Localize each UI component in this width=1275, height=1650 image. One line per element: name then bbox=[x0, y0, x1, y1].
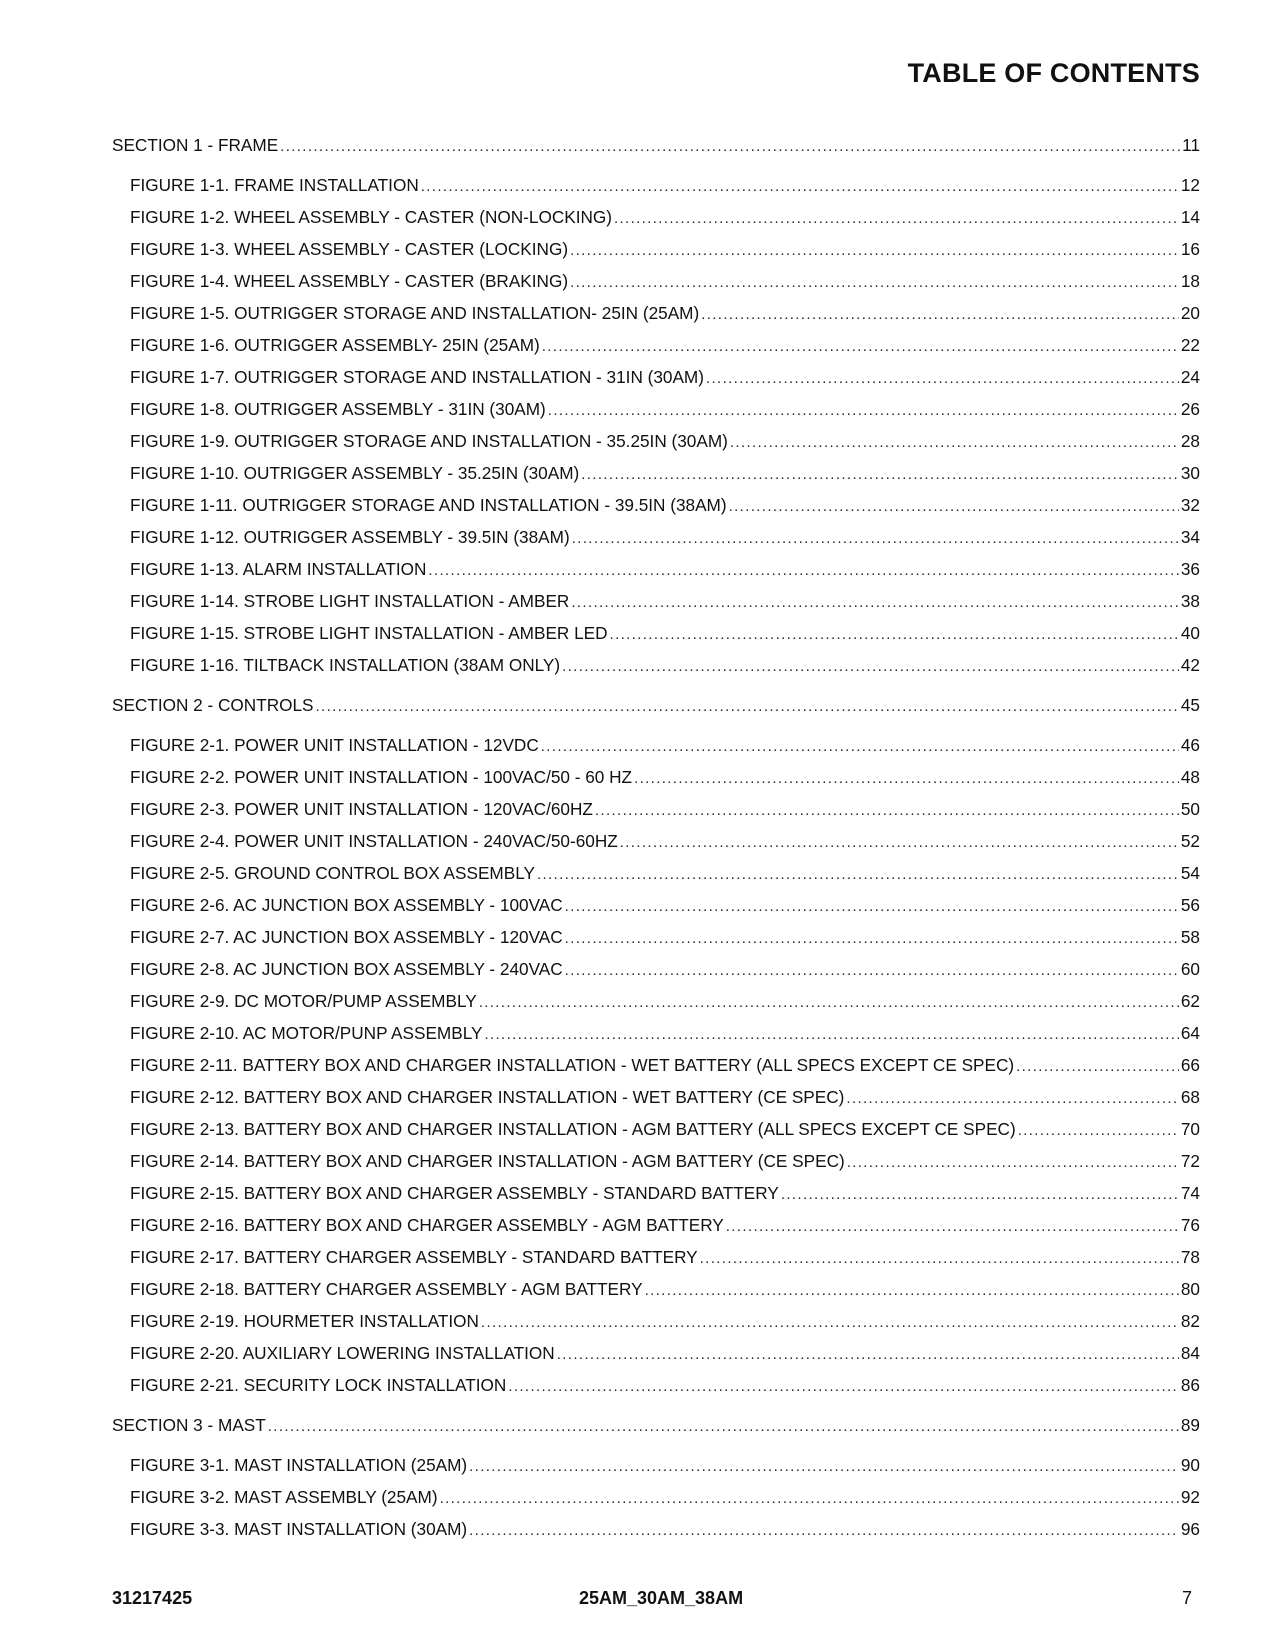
dot-leader bbox=[562, 655, 1179, 677]
dot-leader bbox=[541, 735, 1179, 757]
toc-figure-entry[interactable] bbox=[112, 1337, 1200, 1369]
model-names: 25AM_30AM_38AM bbox=[579, 1588, 744, 1608]
dot-leader bbox=[548, 399, 1179, 421]
toc-entry-page: 80 bbox=[1180, 1279, 1200, 1299]
dot-leader bbox=[620, 831, 1179, 853]
toc-entry-page: 45 bbox=[1180, 695, 1200, 715]
dot-leader bbox=[479, 991, 1179, 1013]
toc-figure-entry[interactable] bbox=[112, 889, 1200, 921]
toc-entry-label: FIGURE 1-3. WHEEL ASSEMBLY - CASTER (LOCKING) bbox=[130, 239, 569, 259]
toc-figure-entry[interactable] bbox=[112, 457, 1200, 489]
dot-leader bbox=[421, 175, 1179, 197]
toc-entry-label: FIGURE 2-20. AUXILIARY LOWERING INSTALLATION bbox=[130, 1343, 555, 1363]
dot-leader bbox=[565, 927, 1179, 949]
toc-figure-entry[interactable] bbox=[112, 489, 1200, 521]
toc-figure-entry[interactable] bbox=[112, 953, 1200, 985]
toc-figure-entry[interactable] bbox=[112, 985, 1200, 1017]
toc-entry-label: FIGURE 2-9. DC MOTOR/PUMP ASSEMBLY bbox=[130, 991, 477, 1011]
dot-leader bbox=[428, 559, 1178, 581]
dot-leader bbox=[610, 623, 1179, 645]
dot-leader bbox=[565, 959, 1179, 981]
toc-figure-entry[interactable] bbox=[112, 1513, 1200, 1545]
dot-leader bbox=[730, 431, 1179, 453]
toc-figure-entry[interactable] bbox=[112, 857, 1200, 889]
dot-leader bbox=[542, 335, 1179, 357]
toc-entry-label: FIGURE 3-3. MAST INSTALLATION (30AM) bbox=[130, 1519, 468, 1539]
toc-entry-page: 12 bbox=[1180, 175, 1200, 195]
toc-figure-entry[interactable] bbox=[112, 1481, 1200, 1513]
toc-figure-entry[interactable] bbox=[112, 617, 1200, 649]
toc-entry-page: 30 bbox=[1180, 463, 1200, 483]
toc-figure-entry[interactable] bbox=[112, 1017, 1200, 1049]
toc-entry-page: 72 bbox=[1180, 1151, 1200, 1171]
toc-entry-label: FIGURE 1-1. FRAME INSTALLATION bbox=[130, 175, 419, 195]
toc-entry-label: SECTION 2 - CONTROLS bbox=[112, 695, 314, 715]
toc-entry-page: 20 bbox=[1180, 303, 1200, 323]
toc-figure-entry[interactable] bbox=[112, 649, 1200, 681]
dot-leader bbox=[701, 303, 1179, 325]
toc-entry-page: 70 bbox=[1180, 1119, 1200, 1139]
toc-entry-page: 24 bbox=[1180, 367, 1200, 387]
dot-leader bbox=[595, 799, 1179, 821]
toc-figure-entry[interactable] bbox=[112, 1369, 1200, 1401]
toc-section-entry[interactable] bbox=[112, 1409, 1200, 1441]
toc-figure-entry[interactable] bbox=[112, 361, 1200, 393]
toc-entry-label: FIGURE 2-18. BATTERY CHARGER ASSEMBLY - AGM BATTERY bbox=[130, 1279, 643, 1299]
toc-entry-label: FIGURE 1-5. OUTRIGGER STORAGE AND INSTALLATION- 25IN (25AM) bbox=[130, 303, 700, 323]
toc-entry-page: 58 bbox=[1180, 927, 1200, 947]
dot-leader bbox=[846, 1087, 1178, 1109]
toc-entry-label: FIGURE 2-15. BATTERY BOX AND CHARGER ASSEMBLY - STANDARD BATTERY bbox=[130, 1183, 779, 1203]
dot-leader bbox=[484, 1023, 1178, 1045]
dot-leader bbox=[581, 463, 1179, 485]
toc-entry-label: FIGURE 2-13. BATTERY BOX AND CHARGER INSTALLATION - AGM BATTERY (ALL SPECS EXCEPT CE SPEC) bbox=[130, 1119, 1016, 1139]
toc-entry-label: FIGURE 3-2. MAST ASSEMBLY (25AM) bbox=[130, 1487, 438, 1507]
toc-figure-entry[interactable] bbox=[112, 1449, 1200, 1481]
document-number: 31217425 bbox=[112, 1588, 193, 1608]
dot-leader bbox=[268, 1415, 1179, 1437]
toc-entry-label: FIGURE 1-11. OUTRIGGER STORAGE AND INSTALLATION - 39.5IN (38AM) bbox=[130, 495, 727, 515]
toc-entry-page: 68 bbox=[1180, 1087, 1200, 1107]
toc-figure-entry[interactable] bbox=[112, 1049, 1200, 1081]
dot-leader bbox=[634, 767, 1179, 789]
toc-entry-page: 52 bbox=[1180, 831, 1200, 851]
toc-entry-label: FIGURE 2-14. BATTERY BOX AND CHARGER INSTALLATION - AGM BATTERY (CE SPEC) bbox=[130, 1151, 845, 1171]
toc-entry-label: FIGURE 2-6. AC JUNCTION BOX ASSEMBLY - 100VAC bbox=[130, 895, 563, 915]
toc-entry-label: FIGURE 1-6. OUTRIGGER ASSEMBLY- 25IN (25AM) bbox=[130, 335, 540, 355]
toc-entry-label: FIGURE 1-10. OUTRIGGER ASSEMBLY - 35.25IN (30AM) bbox=[130, 463, 580, 483]
toc-entry-page: 92 bbox=[1180, 1487, 1200, 1507]
toc-figure-entry[interactable] bbox=[112, 1145, 1200, 1177]
toc-entry-page: 86 bbox=[1180, 1375, 1200, 1395]
toc-figure-entry[interactable] bbox=[112, 329, 1200, 361]
toc-entry-page: 48 bbox=[1180, 767, 1200, 787]
dot-leader bbox=[557, 1343, 1179, 1365]
toc-entry-label: FIGURE 2-12. BATTERY BOX AND CHARGER INSTALLATION - WET BATTERY (CE SPEC) bbox=[130, 1087, 845, 1107]
toc-entry-label: FIGURE 1-15. STROBE LIGHT INSTALLATION - AMBER LED bbox=[130, 623, 608, 643]
toc-entry-label: FIGURE 1-2. WHEEL ASSEMBLY - CASTER (NON-LOCKING) bbox=[130, 207, 612, 227]
toc-entry-page: 62 bbox=[1180, 991, 1200, 1011]
toc-entry-label: FIGURE 1-16. TILTBACK INSTALLATION (38AM ONLY) bbox=[130, 655, 561, 675]
toc-figure-entry[interactable] bbox=[112, 201, 1200, 233]
dot-leader bbox=[645, 1279, 1179, 1301]
dot-leader bbox=[537, 863, 1179, 885]
toc-entry-page: 26 bbox=[1180, 399, 1200, 419]
toc-entry-page: 14 bbox=[1180, 207, 1200, 227]
dot-leader bbox=[1016, 1055, 1179, 1077]
dot-leader bbox=[481, 1311, 1179, 1333]
dot-leader bbox=[570, 239, 1179, 261]
toc-figure-entry[interactable] bbox=[112, 393, 1200, 425]
toc-entry-page: 82 bbox=[1180, 1311, 1200, 1331]
toc-entry-page: 96 bbox=[1180, 1519, 1200, 1539]
toc-entry-page: 11 bbox=[1182, 135, 1200, 155]
toc-entry-page: 90 bbox=[1180, 1455, 1200, 1475]
toc-figure-entry[interactable] bbox=[112, 1305, 1200, 1337]
dot-leader bbox=[469, 1519, 1179, 1541]
toc-entry-label: FIGURE 2-8. AC JUNCTION BOX ASSEMBLY - 240VAC bbox=[130, 959, 563, 979]
toc-entry-page: 34 bbox=[1180, 527, 1200, 547]
toc-entry-page: 16 bbox=[1180, 239, 1200, 259]
dot-leader bbox=[726, 1215, 1179, 1237]
toc-entry-label: FIGURE 2-5. GROUND CONTROL BOX ASSEMBLY bbox=[130, 863, 535, 883]
toc-entry-page: 32 bbox=[1180, 495, 1200, 515]
toc-entry-label: FIGURE 2-11. BATTERY BOX AND CHARGER INSTALLATION - WET BATTERY (ALL SPECS EXCEPT CE SPEC) bbox=[130, 1055, 1015, 1075]
toc-figure-entry[interactable] bbox=[112, 425, 1200, 457]
toc-figure-entry[interactable] bbox=[112, 265, 1200, 297]
toc-figure-entry[interactable] bbox=[112, 169, 1200, 201]
dot-leader bbox=[847, 1151, 1179, 1173]
toc-entry-page: 46 bbox=[1180, 735, 1200, 755]
toc-entry-page: 74 bbox=[1180, 1183, 1200, 1203]
toc-entry-page: 22 bbox=[1180, 335, 1200, 355]
toc-entry-page: 42 bbox=[1180, 655, 1200, 675]
toc-figure-entry[interactable] bbox=[112, 585, 1200, 617]
toc-entry-page: 78 bbox=[1180, 1247, 1200, 1267]
dot-leader bbox=[781, 1183, 1179, 1205]
toc-entry-label: FIGURE 1-12. OUTRIGGER ASSEMBLY - 39.5IN (38AM) bbox=[130, 527, 570, 547]
toc-entry-label: FIGURE 2-10. AC MOTOR/PUNP ASSEMBLY bbox=[130, 1023, 483, 1043]
toc-entry-label: FIGURE 2-16. BATTERY BOX AND CHARGER ASSEMBLY - AGM BATTERY bbox=[130, 1215, 724, 1235]
toc-entry-page: 38 bbox=[1180, 591, 1200, 611]
toc-figure-entry[interactable] bbox=[112, 761, 1200, 793]
toc-figure-entry[interactable] bbox=[112, 1209, 1200, 1241]
toc-entry-page: 56 bbox=[1180, 895, 1200, 915]
page-title: TABLE OF CONTENTS bbox=[907, 58, 1200, 88]
toc-entry-page: 66 bbox=[1180, 1055, 1200, 1075]
toc-entry-page: 84 bbox=[1180, 1343, 1200, 1363]
toc-entry-page: 64 bbox=[1180, 1023, 1200, 1043]
dot-leader bbox=[572, 527, 1179, 549]
toc-entry-page: 36 bbox=[1180, 559, 1200, 579]
toc-entry-label: SECTION 1 - FRAME bbox=[112, 135, 279, 155]
toc-entry-label: FIGURE 2-17. BATTERY CHARGER ASSEMBLY - STANDARD BATTERY bbox=[130, 1247, 698, 1267]
dot-leader bbox=[469, 1455, 1179, 1477]
toc-entry-label: FIGURE 1-8. OUTRIGGER ASSEMBLY - 31IN (30AM) bbox=[130, 399, 546, 419]
toc-entry-page: 50 bbox=[1180, 799, 1200, 819]
toc-figure-entry[interactable] bbox=[112, 1241, 1200, 1273]
toc-entry-label: FIGURE 1-13. ALARM INSTALLATION bbox=[130, 559, 427, 579]
toc-entry-label: FIGURE 2-2. POWER UNIT INSTALLATION - 100VAC/50 - 60 HZ bbox=[130, 767, 633, 787]
table-of-contents bbox=[112, 129, 1200, 1545]
dot-leader bbox=[706, 367, 1179, 389]
page-footer bbox=[112, 1588, 1192, 1612]
toc-figure-entry[interactable] bbox=[112, 1273, 1200, 1305]
toc-entry-label: FIGURE 2-1. POWER UNIT INSTALLATION - 12VDC bbox=[130, 735, 539, 755]
toc-figure-entry[interactable] bbox=[112, 297, 1200, 329]
toc-figure-entry[interactable] bbox=[112, 729, 1200, 761]
toc-figure-entry[interactable] bbox=[112, 793, 1200, 825]
toc-entry-page: 40 bbox=[1180, 623, 1200, 643]
dot-leader bbox=[280, 135, 1180, 157]
toc-entry-label: FIGURE 2-7. AC JUNCTION BOX ASSEMBLY - 120VAC bbox=[130, 927, 563, 947]
dot-leader bbox=[614, 207, 1179, 229]
toc-entry-page: 28 bbox=[1180, 431, 1200, 451]
toc-entry-label: FIGURE 1-9. OUTRIGGER STORAGE AND INSTALLATION - 35.25IN (30AM) bbox=[130, 431, 728, 451]
toc-figure-entry[interactable] bbox=[112, 1113, 1200, 1145]
toc-figure-entry[interactable] bbox=[112, 1081, 1200, 1113]
toc-entry-page: 60 bbox=[1180, 959, 1200, 979]
page-number: 7 bbox=[1181, 1588, 1192, 1608]
toc-entry-label: FIGURE 2-4. POWER UNIT INSTALLATION - 240VAC/50-60HZ bbox=[130, 831, 618, 851]
toc-entry-page: 54 bbox=[1180, 863, 1200, 883]
toc-figure-entry[interactable] bbox=[112, 233, 1200, 265]
dot-leader bbox=[571, 591, 1179, 613]
toc-entry-label: FIGURE 2-3. POWER UNIT INSTALLATION - 120VAC/60HZ bbox=[130, 799, 593, 819]
toc-figure-entry[interactable] bbox=[112, 553, 1200, 585]
dot-leader bbox=[508, 1375, 1179, 1397]
dot-leader bbox=[700, 1247, 1179, 1269]
toc-entry-page: 89 bbox=[1180, 1415, 1200, 1435]
toc-entry-label: FIGURE 1-7. OUTRIGGER STORAGE AND INSTALLATION - 31IN (30AM) bbox=[130, 367, 704, 387]
dot-leader bbox=[729, 495, 1179, 517]
toc-entry-label: FIGURE 2-21. SECURITY LOCK INSTALLATION bbox=[130, 1375, 507, 1395]
toc-section-entry[interactable] bbox=[112, 689, 1200, 721]
dot-leader bbox=[440, 1487, 1179, 1509]
dot-leader bbox=[316, 695, 1179, 717]
toc-entry-page: 76 bbox=[1180, 1215, 1200, 1235]
toc-figure-entry[interactable] bbox=[112, 1177, 1200, 1209]
toc-entry-label: FIGURE 2-19. HOURMETER INSTALLATION bbox=[130, 1311, 479, 1331]
toc-figure-entry[interactable] bbox=[112, 521, 1200, 553]
toc-figure-entry[interactable] bbox=[112, 825, 1200, 857]
dot-leader bbox=[1018, 1119, 1179, 1141]
toc-figure-entry[interactable] bbox=[112, 921, 1200, 953]
toc-entry-page: 18 bbox=[1180, 271, 1200, 291]
toc-entry-label: FIGURE 1-14. STROBE LIGHT INSTALLATION - AMBER bbox=[130, 591, 570, 611]
dot-leader bbox=[565, 895, 1179, 917]
toc-entry-label: FIGURE 1-4. WHEEL ASSEMBLY - CASTER (BRAKING) bbox=[130, 271, 569, 291]
toc-entry-label: FIGURE 3-1. MAST INSTALLATION (25AM) bbox=[130, 1455, 468, 1475]
dot-leader bbox=[570, 271, 1179, 293]
toc-section-entry[interactable] bbox=[112, 129, 1200, 161]
toc-entry-label: SECTION 3 - MAST bbox=[112, 1415, 266, 1435]
